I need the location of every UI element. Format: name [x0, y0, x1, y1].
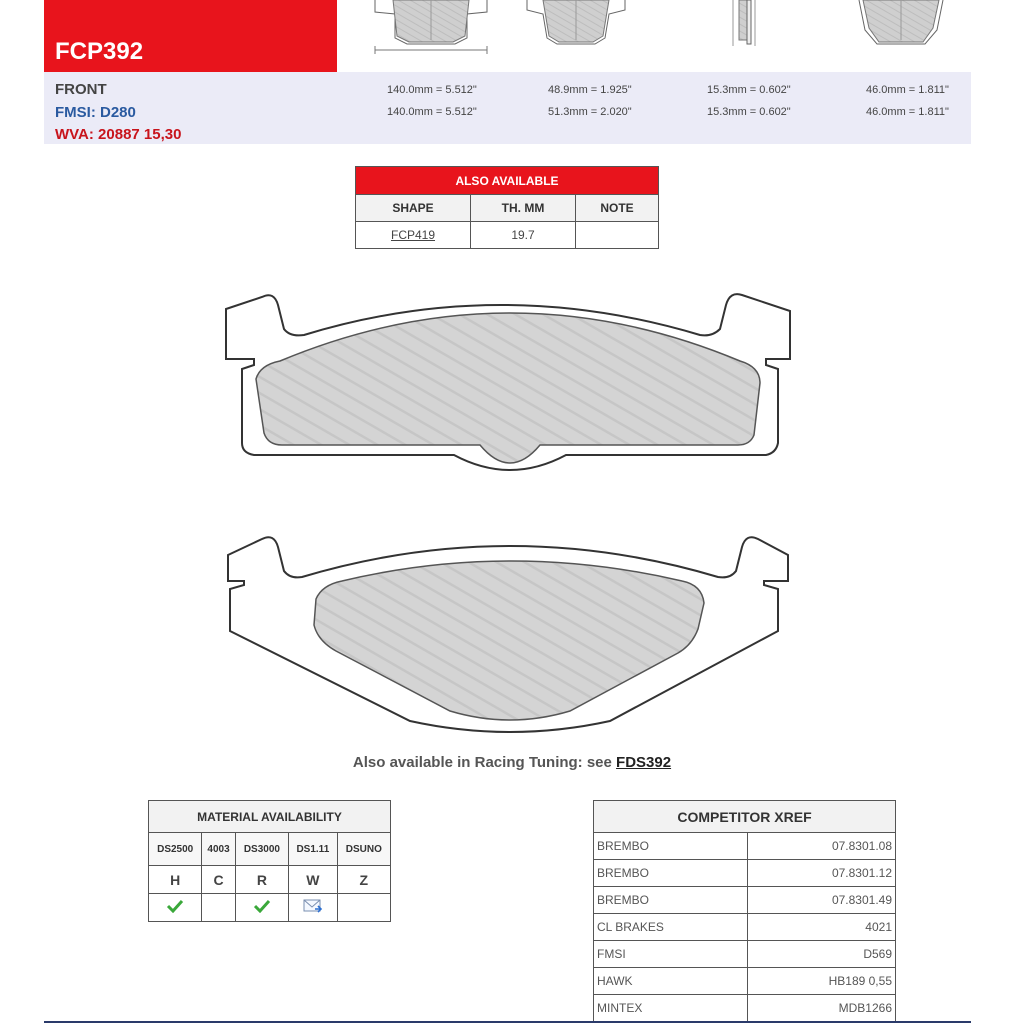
xref-brand: HAWK [594, 968, 748, 995]
racing-link[interactable]: FDS392 [616, 754, 672, 771]
checkmark-icon [166, 899, 184, 913]
dim-thickness-1: 15.3mm = 0.602" [707, 84, 791, 96]
material-letter: R [235, 866, 288, 894]
product-code: FCP392 [55, 38, 144, 65]
xref-code: 07.8301.08 [748, 833, 896, 860]
shape-link[interactable]: FCP419 [390, 228, 436, 242]
availability-cell [235, 894, 288, 922]
xref-code: 07.8301.49 [748, 887, 896, 914]
checkmark-icon [253, 899, 271, 913]
xref-brand: CL BRAKES [594, 914, 748, 941]
thumb-width-view [859, 0, 943, 44]
table-row [594, 860, 896, 887]
competitor-xref-table [593, 800, 896, 1022]
spec-band [44, 72, 971, 144]
material-letter: H [149, 866, 202, 894]
xref-code: 4021 [748, 914, 896, 941]
material-availability-table [148, 800, 391, 922]
product-title-box [44, 0, 337, 72]
material-code: 4003 [202, 833, 235, 866]
dim-thickness-2: 15.3mm = 0.602" [707, 106, 791, 118]
availability-cell [202, 894, 235, 922]
availability-cell [337, 894, 390, 922]
bottom-divider [44, 1021, 971, 1023]
xref-code: MDB1266 [748, 995, 896, 1022]
xref-brand: MINTEX [594, 995, 748, 1022]
xref-code: 07.8301.12 [748, 860, 896, 887]
thumb-thickness-view [733, 0, 755, 46]
thumb-front-view [375, 0, 487, 54]
material-letter: Z [337, 866, 390, 894]
xref-code: D569 [748, 941, 896, 968]
fmsi-code: FMSI: D280 [55, 104, 136, 121]
xref-brand: FMSI [594, 941, 748, 968]
xref-brand: BREMBO [594, 887, 748, 914]
material-code: DS2500 [149, 833, 202, 866]
dim-length-2: 140.0mm = 5.512" [387, 106, 477, 118]
availability-cell [149, 894, 202, 922]
racing-tuning-note [0, 754, 1024, 771]
pad-dimension-thumbnails [337, 0, 971, 72]
material-code: DSUNO [337, 833, 390, 866]
racing-text: Also available in Racing Tuning: see [352, 754, 612, 771]
material-letter: W [289, 866, 338, 894]
dim-width-1: 46.0mm = 1.811" [866, 84, 949, 96]
note-cell [576, 222, 659, 249]
also-available-title: ALSO AVAILABLE [356, 167, 659, 195]
col-shape: SHAPE [356, 195, 471, 222]
col-thickness: TH. MM [471, 195, 576, 222]
material-letter: C [202, 866, 235, 894]
table-row [594, 833, 896, 860]
thumb-height-view [527, 0, 625, 44]
table-row [594, 995, 896, 1022]
shape-cell [356, 222, 471, 249]
dim-height-1: 48.9mm = 1.925" [548, 84, 632, 96]
table-row [594, 887, 896, 914]
thickness-cell: 19.7 [471, 222, 576, 249]
material-title: MATERIAL AVAILABILITY [149, 801, 391, 833]
dim-length-1: 140.0mm = 5.512" [387, 84, 477, 96]
pad-drawing-top [226, 294, 790, 470]
xref-brand: BREMBO [594, 860, 748, 887]
col-note: NOTE [576, 195, 659, 222]
xref-title: COMPETITOR XREF [594, 801, 896, 833]
table-row [594, 968, 896, 995]
dim-height-2: 51.3mm = 2.020" [548, 106, 632, 118]
pad-drawing-bottom [228, 537, 788, 732]
xref-brand: BREMBO [594, 833, 748, 860]
mail-request-icon[interactable] [303, 898, 323, 914]
xref-code: HB189 0,55 [748, 968, 896, 995]
pad-position: FRONT [55, 81, 107, 98]
wva-code: WVA: 20887 15,30 [55, 126, 182, 143]
brake-pad-drawings [210, 285, 810, 745]
table-row [594, 941, 896, 968]
availability-cell[interactable] [289, 894, 338, 922]
table-row [594, 914, 896, 941]
material-code: DS3000 [235, 833, 288, 866]
dim-width-2: 46.0mm = 1.811" [866, 106, 949, 118]
table-row [356, 222, 659, 249]
material-code: DS1.11 [289, 833, 338, 866]
also-available-table [355, 166, 659, 249]
